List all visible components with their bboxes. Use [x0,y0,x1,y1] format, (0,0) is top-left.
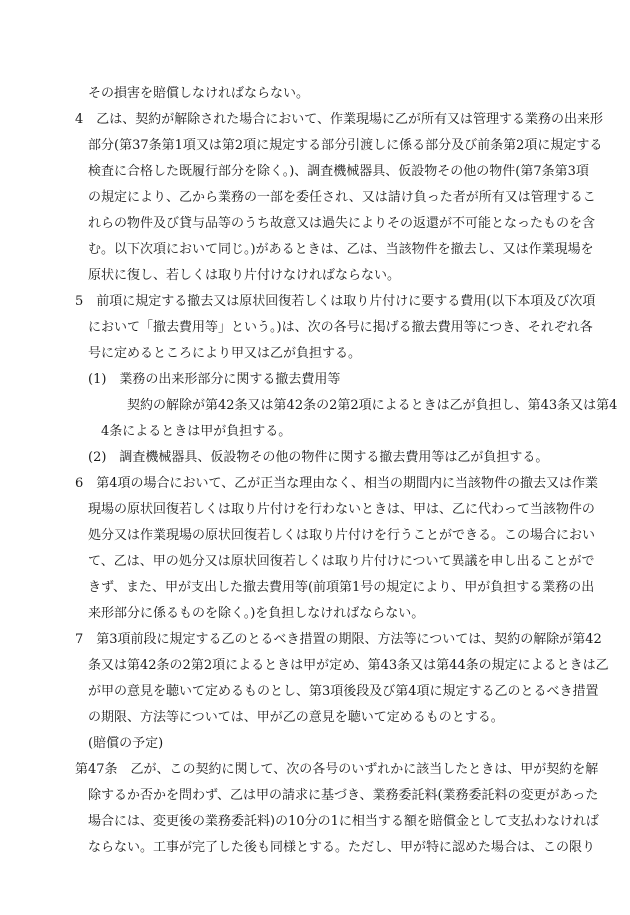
text-line: 場合には、変更後の業務委託料)の10分の1に相当する額を賠償金として支払わなければ [88,814,599,829]
text-line: れらの物件及び貸与品等のうち故意又は過失によりその返還が不可能となったものを含 [88,216,596,231]
text-line: (賠償の予定) [88,736,164,751]
item-5-1-body [75,393,618,445]
text-line: 7 第3項前段に規定する乙のとるべき措置の期限、方法等については、契約の解除が第42 [75,632,602,647]
text-line: (2) 調査機械器具、仮設物その他の物件に関する撤去費用等は乙が負担する。 [88,450,549,465]
text-line: 処分又は作業現場の原状回復若しくは取り片付けを行うことができる。この場合におい [88,528,596,543]
text-line: 検査に合格した既履行部分を除く。)、調査機械器具、仮設物その他の物件(第7条第3項 [88,164,589,179]
text-line: て、乙は、甲の処分又は原状回復若しくは取り片付けについて異議を申し出ることがで [88,554,595,569]
item-5-1-title [75,367,563,393]
text-line: 6 第4項の場合において、乙が正当な理由なく、相当の期間内に当該物件の撤去又は作業 [75,476,599,491]
text-line: む。以下次項において同じ。)があるときは、乙は、当該物件を撤去し、又は作業現場を [88,242,594,257]
text-line: の期限、方法等については、甲が乙の意見を聴いて定めるものとする。 [88,710,504,725]
text-line: 部分(第37条第1項又は第2項に規定する部分引渡しに係る部分及び前条第2項に規定する [88,138,603,153]
text-line: 来形部分に係るものを除く。)を負担しなければならない。 [88,606,425,621]
paragraph-4 [75,107,604,289]
document-body [75,81,618,861]
text-line: 現場の原状回復若しくは取り片付けを行わないときは、甲は、乙に代わって当該物件の [88,502,595,517]
text-line: 原状に復し、若しくは取り片付けなければならない。 [88,268,401,283]
text-line: その損害を賠償しなければならない。 [88,86,310,101]
text-line: 条又は第42条の2第2項によるときは甲が定め、第43条又は第44条の規定によるときは乙 [88,658,609,673]
text-line: が甲の意見を聴いて定めるものとし、第3項後段及び第4項に規定する乙のとるべき措置 [88,684,599,699]
text-line: において「撤去費用等」という。)は、次の各号に掲げる撤去費用等につき、それぞれ各 [88,320,593,335]
article-heading [75,731,563,757]
text-line: 第47条 乙が、この契約に関して、次の各号のいずれかに該当したときは、甲が契約を解 [75,762,599,777]
text-line: 4条によるときは甲が負担する。 [101,424,292,439]
text-line: の規定により、乙から業務の一部を委任され、又は請け負った者が所有又は管理するこ [88,190,596,205]
item-5-2 [75,445,563,471]
text-line: きず、また、甲が支出した撤去費用等(前項第1号の規定により、甲が負担する業務の出 [88,580,595,595]
text-line: (1) 業務の出来形部分に関する撤去費用等 [88,372,341,387]
article-47 [75,757,599,861]
text-line: ならない。工事が完了した後も同様とする。ただし、甲が特に認めた場合は、この限り [88,840,596,855]
text-line: 5 前項に規定する撤去又は原状回復若しくは取り片付けに要する費用(以下本項及び次項 [75,294,596,309]
text-line: 4 乙は、契約が解除された場合において、作業現場に乙が所有又は管理する業務の出来形 [75,112,604,127]
paragraph-6 [75,471,599,627]
paragraph-continuation [75,81,563,107]
text-line: 号に定めるところにより甲又は乙が負担する。 [88,346,362,361]
text-line: 契約の解除が第42条又は第42条の2第2項によるときは乙が負担し、第43条又は第4 [127,398,618,413]
paragraph-5 [75,289,596,367]
text-line: 除するか否かを問わず、乙は甲の請求に基づき、業務委託料(業務委託料の変更があった [88,788,599,803]
paragraph-7 [75,627,609,731]
